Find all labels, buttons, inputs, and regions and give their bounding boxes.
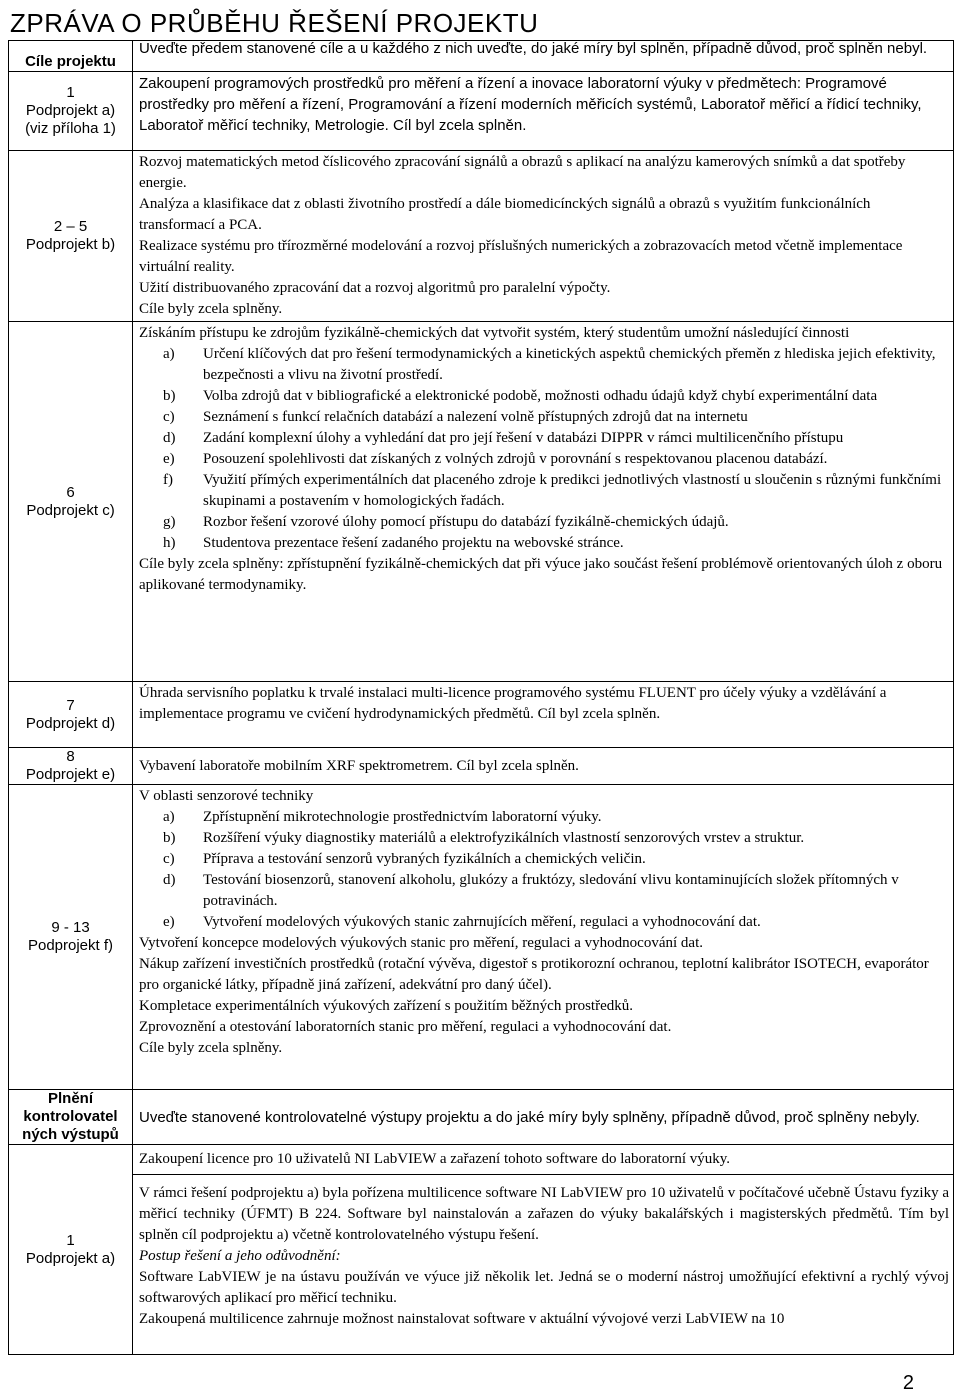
subproject-a-label [9, 72, 133, 151]
subproject-a-row [9, 72, 954, 151]
list-item-label: b) [163, 830, 176, 846]
list-item-label: a) [163, 809, 175, 825]
paragraph: Software LabVIEW je na ústavu používán ve výuce již několik let. Jedná se o moderní nástroj umožňující efektivní a rychlý vývoj softwarových aplikací pro měřicí techniku. [139, 1269, 949, 1306]
list-item [139, 344, 949, 386]
paragraph: Cíle byly zcela splněny: zpřístupnění fyzikálně-chemických dat při výuce jako součást řešení problémově orientovaných úloh z oboru aplikované termodynamiky. [139, 556, 943, 593]
paragraph: Analýza a klasifikace dat z oblasti životního prostředí a dále biomedicínckých signálů a obrazů s využitím funkcionálních transformací a PCA. [139, 196, 871, 233]
page-title: ZPRÁVA O PRŮBĚHU ŘEŠENÍ PROJEKTU [10, 8, 539, 38]
list-item-label: b) [163, 388, 176, 404]
subproject-f-label [9, 785, 133, 1090]
list-item [139, 428, 949, 449]
paragraph: Zakoupení programových prostředků pro měření a řízení a inovace laboratorní výuky v předmětech: Programové prostředky pro měření a řízení, Programování a řízení moderních měřicích systémů, Laboratoř měřicí a řídicí techniky, Laboratoř měřicí techniky, Metrologie. Cíl byl zcela splněn. [139, 75, 922, 134]
paragraph: Vybavení laboratoře mobilním XRF spektrometrem. Cíl byl zcela splněn. [139, 757, 579, 774]
list-item [139, 512, 949, 533]
label-line: Podprojekt e) [25, 766, 116, 783]
outputs-header-row [9, 1090, 954, 1145]
goals-header-row [9, 41, 954, 72]
list-item-label: c) [163, 409, 175, 425]
label-line: Podprojekt b) [25, 236, 116, 253]
list-item-text: Zpřístupnění mikrotechnologie prostřednictvím laboratorní výuky. [203, 809, 602, 825]
label-line: (viz příloha 1) [25, 120, 116, 137]
list-item-label: g) [163, 514, 176, 530]
paragraph: Vytvoření koncepce modelových výukových stanic pro měření, regulaci a vyhodnocování dat. [139, 935, 703, 951]
label-line: Podprojekt a) [25, 102, 116, 119]
paragraph: Uveďte stanovené kontrolovatelné výstupy projektu a do jaké míry byly splněny, případně důvod, proč splněny nebyly. [139, 1108, 920, 1126]
goals-label [9, 41, 133, 72]
label-line: 1 [66, 1231, 75, 1249]
page-number: 2 [902, 1372, 914, 1394]
label-line: Podprojekt f) [27, 937, 114, 954]
paragraph: Získáním přístupu ke zdrojům fyzikálně-chemických dat vytvořit systém, který studentům umožní následující činnosti [139, 325, 850, 341]
list-item-label: e) [163, 451, 175, 467]
label-line: 8 [66, 748, 75, 765]
subproject-b-row [9, 151, 954, 322]
paragraph: Zprovoznění a otestování laboratorních stanic pro měření, regulaci a vyhodnocování dat. [139, 1019, 672, 1035]
subproject-f-row [9, 785, 954, 1090]
subproject-d-label [9, 682, 133, 748]
list-item-text: Rozbor řešení vzorové úlohy pomocí přístupu do databází fyzikálně-chemických údajů. [203, 514, 729, 530]
list-item-text: Vytvoření modelových výukových stanic zahrnujících měření, regulaci a vyhodnocování dat. [203, 914, 761, 930]
subproject-c-text [133, 322, 954, 682]
subproject-b-text [133, 151, 954, 322]
list-item [139, 807, 949, 828]
list-item [139, 828, 949, 849]
subproject-d-text [133, 682, 954, 748]
list-item-text: Posouzení spolehlivosti dat získaných z volných zdrojů v porovnání s respektovanou placenou databází. [203, 451, 828, 467]
list-item-label: h) [163, 535, 176, 551]
label-line: 6 [66, 483, 75, 501]
label-line: Podprojekt c) [26, 501, 115, 519]
outputs-summary-row [9, 1145, 954, 1175]
outputs-summary [133, 1145, 954, 1175]
label-line: ných výstupů [22, 1126, 119, 1143]
label-line: 9 - 13 [51, 919, 90, 936]
label-line: 1 [66, 84, 75, 101]
list-item-text: Volba zdrojů dat v bibliografické a elektronické podobě, možnosti odhadu údajů když chybí experimentální data [203, 388, 878, 404]
list-item-label: a) [163, 346, 175, 362]
paragraph: Zakoupení licence pro 10 uživatelů NI LabVIEW a zařazení tohoto software do laboratorní výuky. [139, 1151, 731, 1167]
label-line: 2 – 5 [53, 218, 88, 235]
subproject-e-text [133, 748, 954, 785]
paragraph: Zakoupená multilicence zahrnuje možnost nainstalovat software v aktuální vývojové verzi LabVIEW na 10 [139, 1311, 785, 1327]
list-item [139, 407, 949, 428]
list-item [139, 533, 949, 554]
paragraph: Nákup zařízení investičních prostředků (rotační vývěva, digestoř s protikorozní ochranou, teplotní kalibrátor ISOTECH, evaporátor pro organické látky, případně jiná zařízení, adekvátní pro daný účel). [139, 956, 929, 993]
list-item-text: Seznámení s funkcí relačních databází a nalezení volně přístupných zdrojů dat na internetu [203, 409, 748, 425]
subheading: Postup řešení a jeho odůvodnění: [139, 1248, 341, 1264]
list-item-text: Rozšíření výuky diagnostiky materiálů a elektrofyzikálních vlastností senzorových vrstev a struktur. [203, 830, 805, 846]
goals-instruction-text: Uveďte předem stanovené cíle a u každého z nich uveďte, do jaké míry byl splněn, případně důvod, proč splněn nebyl. [139, 40, 928, 57]
subproject-d-row [9, 682, 954, 748]
list-item-text: Studentova prezentace řešení zadaného projektu na webovské stránce. [203, 535, 624, 551]
paragraph: V rámci řešení podprojektu a) byla pořízena multilicence software NI LabVIEW pro 10 uživatelů v počítačové učebně Ústavu fyziky a měřicí techniky (ÚFMT) B 224. Software byl nainstalován a zařazen do výuky bakalářských i magisterských předmětů. Tím byl splněn cíl podprojektu a) včetně kontrolovatelného výstupu řešení. [139, 1185, 949, 1243]
paragraph: Užití distribuovaného zpracování dat a rozvoj algoritmů pro paralelní výpočty. [139, 280, 611, 296]
outputs-a-label [9, 1145, 133, 1355]
list-item-text: Využití přímých experimentálních dat placeného zdroje k predikci jednotlivých vlastností u sloučenin s různými funkčními skupinami a postavením v homologických řadách. [203, 472, 942, 509]
list-item-label: f) [163, 472, 173, 488]
label-line: Podprojekt a) [25, 1249, 116, 1267]
label-line: Plnění [47, 1090, 93, 1107]
list-item-text: Zadání komplexní úlohy a vyhledání dat pro její řešení v databázi DIPPR v rámci multilicenčního přístupu [203, 430, 844, 446]
list-item [139, 912, 949, 933]
subproject-a-text [133, 72, 954, 151]
outputs-a-text [133, 1175, 954, 1355]
paragraph: Úhrada servisního poplatku k trvalé instalaci multi-licence programového systému FLUENT pro účely výuky a vzdělávání a implementace programu ve cvičení hydrodynamických předmětů. Cíl byl zcela splněn. [139, 685, 887, 722]
list-item [139, 386, 949, 407]
list-item [139, 849, 949, 870]
paragraph: Cíle byly zcela splněny. [139, 301, 283, 317]
list-item [139, 470, 949, 512]
label-line: Podprojekt d) [25, 714, 116, 732]
goals-instruction [133, 41, 954, 72]
subproject-e-row [9, 748, 954, 785]
list-item-label: e) [163, 914, 175, 930]
paragraph: Realizace systému pro třírozměrné modelování a rozvoj příslušných numerických a zobrazovacích metod včetně implementace virtuální reality. [139, 238, 903, 275]
paragraph: Cíle byly zcela splněny. [139, 1040, 283, 1056]
list-item [139, 449, 949, 470]
paragraph: Kompletace experimentálních výukových zařízení s použitím běžných prostředků. [139, 998, 633, 1014]
subproject-b-label [9, 151, 133, 322]
subproject-c-row [9, 322, 954, 682]
subproject-e-label [9, 748, 133, 785]
outputs-a-row [9, 1175, 954, 1355]
paragraph: V oblasti senzorové techniky [139, 788, 314, 804]
list-item-label: d) [163, 872, 176, 888]
goals-label-text: Cíle projektu [25, 53, 116, 70]
label-line: 7 [66, 696, 75, 714]
outputs-label [9, 1090, 133, 1145]
list-item-text: Určení klíčových dat pro řešení termodynamických a kinetických aspektů chemických přeměn z hlediska jejich efektivity, bezpečnosti a vlivu na životní prostředí. [203, 346, 936, 383]
list-item-label: d) [163, 430, 176, 446]
outputs-instruction [133, 1090, 954, 1145]
label-line: kontrolovatel [23, 1108, 118, 1125]
report-table [8, 40, 954, 1355]
subproject-c-label [9, 322, 133, 682]
list-item [139, 870, 949, 912]
subproject-f-text [133, 785, 954, 1090]
list-item-text: Příprava a testování senzorů vybraných fyzikálních a chemických veličin. [203, 851, 646, 867]
list-item-label: c) [163, 851, 175, 867]
list-item-text: Testování biosenzorů, stanovení alkoholu, glukózy a fruktózy, sledování vlivu kontaminujících složek přítomných v potravinách. [203, 872, 899, 909]
paragraph: Rozvoj matematických metod číslicového zpracování signálů a obrazů s aplikací na analýzu kamerových snímků a dat spotřeby energie. [139, 154, 906, 191]
